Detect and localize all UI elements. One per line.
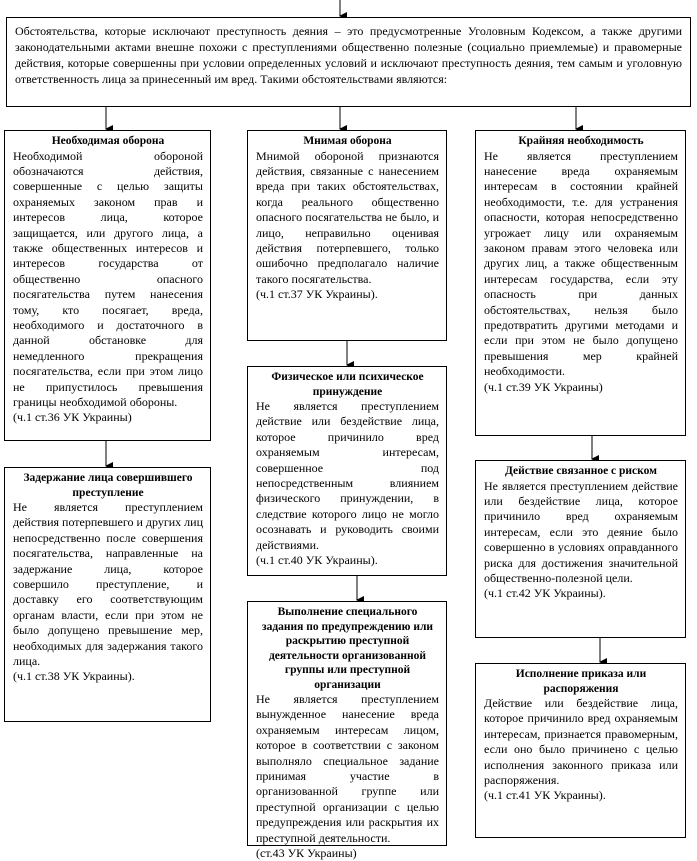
box-body: Не является преступлением действие или бездействие лица, которое причинило вред охраняемым интересам, совершенное под непосредственным влиянием физического принуждении, в следствие которого лицо не могло осознавать и руководить своими действиями. xyxy=(256,399,439,552)
box-body: Не является преступлением нанесение вреда охраняемым интересам в состоянии крайней необходимости, т.е. для устранения опасности, которая непосредственно угрожает лицу или охраняемым законом правам этого человека или других лиц, а также общественным интересам государства, если эту опасность при данных обстоятельствах, нельзя было предотвратить другими методами и если при этом не было допущено превышения мер крайней необходимости. xyxy=(484,148,678,379)
box-body: Не является преступлением вынужденное нанесение вреда охраняемым интересам лицом, которое в соответствии с законом выполняло специальное задание принимая участие в организованной группе или преступной организации с целью предупреждения или раскрытия их преступной деятельности. xyxy=(256,692,439,845)
box-title: Исполнение приказа или распоряжения xyxy=(515,668,647,695)
box-title: Мнимая оборона xyxy=(303,135,392,147)
box-title: Необходимая оборона xyxy=(51,135,165,147)
box-citation: (ч.1 ст.40 УК Украины). xyxy=(256,553,378,568)
intro-text: Обстоятельства, которые исключают преступность деяния – это предусмотренные Уголовным Кодексом, а также другими законодательными актами внешне похожи с преступлениями общественно полезные (социально приемлемые) и правомерные действия, которые совершенны при условии определенных условий и исключают преступность деяния, тем самым и уголовную ответственность лица за принесенный им вред. Такими обстоятельствами являются: xyxy=(15,24,682,86)
box-citation: (ч.1 ст.39 УК Украины) xyxy=(484,379,603,394)
box-title: Действие связанное с риском xyxy=(504,465,658,477)
box-title: Задержание лица совершившего преступление xyxy=(23,472,193,499)
imaginary-defense-box xyxy=(247,130,447,341)
box-citation: (ч.1 ст.38 УК Украины). xyxy=(13,669,135,684)
coercion-box xyxy=(247,366,447,576)
box-body: Необходимой обороной обозначаются действия, совершенные с целью защиты охраняемых законом прав и интересов лица, которое защищается, или другого лица, а также общественных интересов и интересов государства от общественно опасного посягательства путем нанесения тому, кто посягает, вреда, необходимого и достаточного в данной обстановке для немедленного прекращения посягательства, если при этом лицо не припустилось превышения границы необходимой обороны. xyxy=(13,148,203,409)
box-body: Не является преступлением действие или бездействие лица, которое причинило вред охраняемым интересам, если это деяние было совершенно в условиях оправданного риска для достижения значительной общественно-полезной цели. xyxy=(484,478,678,585)
box-body: Не является преступлением действия потерпевшего и других лиц непосредственно после совершения посягательства, направленные на задержание лица, которое совершило преступление, и доставку его соответствующим органам власти, если при этом не было допущено превышение мер, необходимых для задержания такого лица. xyxy=(13,500,204,669)
box-title: Выполнение специального задания по предупреждению или раскрытию преступной деятельности организованной группы или преступной организации xyxy=(261,606,434,691)
box-body: Мнимой обороной признаются действия, связанные с нанесением вреда при таких обстоятельствах, когда реального общественно опасного посягательства не было, и лицо, неправильно оценивая действия потерпевшего, только ошибочно предполагало наличие такого посягательства. xyxy=(256,148,439,286)
detention-box xyxy=(4,467,211,722)
box-title: Физическое или психическое принуждение xyxy=(271,371,424,398)
box-title: Крайняя необходимость xyxy=(518,135,644,147)
special-task-box xyxy=(247,601,447,861)
necessary-defense-box xyxy=(4,130,211,441)
box-citation: (ч.1 ст.42 УК Украины). xyxy=(484,586,606,601)
intro-box xyxy=(6,17,691,107)
order-box xyxy=(475,663,686,838)
box-body: Действие или бездействие лица, которое причинило вред охраняемым интересам, признается правомерным, если оно было причинено с целью исполнения законного приказа или распоряжения. xyxy=(484,696,678,788)
box-citation: (ст.43 УК Украины) xyxy=(256,846,357,861)
box-citation: (ч.1 ст.36 УК Украины) xyxy=(13,410,132,425)
risk-box xyxy=(475,460,686,638)
extreme-necessity-box xyxy=(475,130,686,436)
box-citation: (ч.1 ст.41 УК Украины). xyxy=(484,788,606,803)
box-citation: (ч.1 ст.37 УК Украины). xyxy=(256,287,378,302)
